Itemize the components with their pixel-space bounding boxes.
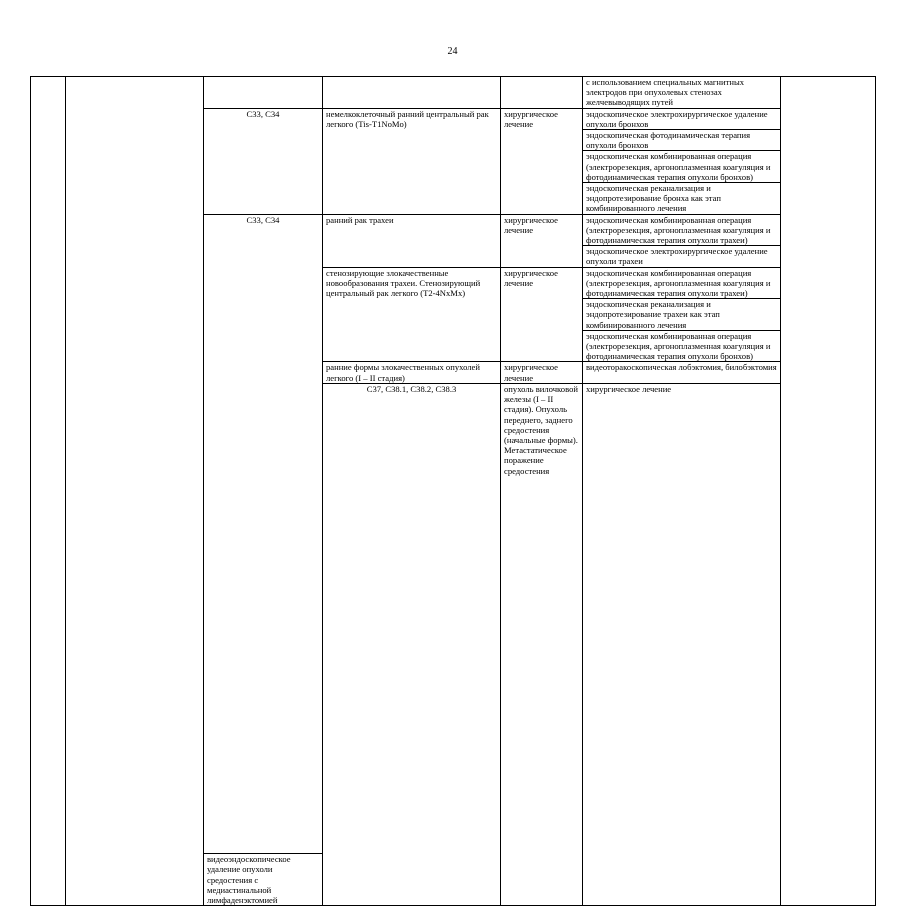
cost-column-cell <box>781 77 876 906</box>
code-cell: C37, C38.1, C38.2, C38.3 <box>323 383 501 905</box>
method-cell: видеоэндоскопическое удаление опухоли средостения с медиастинальной лимфаденэктомией <box>204 854 323 906</box>
treatment-table <box>30 76 876 906</box>
method-cell: эндоскопическое электрохирургическое удаление опухоли трахеи <box>583 246 781 267</box>
method-cell: эндоскопическая комбинированная операция (электрорезекция, аргоноплазменная коагуляция и фотодинамическая терапия опухоли трахеи) <box>583 267 781 299</box>
model-cell: опухоль вилочковой железы (I – II стадия). Опухоль переднего, заднего средостения (начальные формы). Метастатическое поражение средостения <box>501 383 583 905</box>
method-cell: эндоскопическая комбинированная операция (электрорезекция, аргоноплазменная коагуляция и фотодинамическая терапия опухоли трахеи) <box>583 214 781 246</box>
method-cell: эндоскопическая фотодинамическая терапия опухоли бронхов <box>583 130 781 151</box>
model-cell: ранний рак трахеи <box>323 214 501 267</box>
model-cell <box>323 77 501 109</box>
treatment-cell: хирургическое лечение <box>583 383 781 905</box>
method-cell: с использованием специальных магнитных электродов при опухолевых стенозах желчевыводящих путей <box>583 77 781 109</box>
table-row <box>31 77 876 109</box>
treatment-cell: хирургическое лечение <box>501 214 583 267</box>
method-cell: эндоскопическая комбинированная операция (электрорезекция, аргоноплазменная коагуляция и фотодинамическая терапия опухоли бронхов) <box>583 151 781 183</box>
treatment-cell <box>501 77 583 109</box>
profile-column-cell <box>66 77 204 906</box>
method-cell: эндоскопическая комбинированная операция (электрорезекция, аргоноплазменная коагуляция и фотодинамическая терапия опухоли бронхов) <box>583 330 781 362</box>
method-cell: эндоскопическая реканализация и эндопротезирование трахеи как этап комбинированного лечения <box>583 299 781 331</box>
code-cell <box>204 77 323 109</box>
number-column-cell <box>31 77 66 906</box>
code-cell: C33, C34 <box>204 108 323 214</box>
model-cell: ранние формы злокачественных опухолей легкого (I – II стадия) <box>323 362 501 383</box>
treatment-cell: хирургическое лечение <box>501 362 583 383</box>
page-number: 24 <box>447 46 458 57</box>
code-cell: C33, C34 <box>204 214 323 854</box>
method-cell: видеоторакоскопическая лобэктомия, билобэктомия <box>583 362 781 383</box>
model-cell: стенозирующие злокачественные новообразования трахеи. Стенозирующий центральный рак легкого (T2-4NxMx) <box>323 267 501 362</box>
treatment-cell: хирургическое лечение <box>501 267 583 362</box>
method-cell: эндоскопическая реканализация и эндопротезирование бронха как этап комбинированного лечения <box>583 183 781 215</box>
model-cell: немелкоклеточный ранний центральный рак легкого (Tis-T1NoMo) <box>323 108 501 214</box>
treatment-cell: хирургическое лечение <box>501 108 583 214</box>
method-cell: эндоскопическое электрохирургическое удаление опухоли бронхов <box>583 108 781 129</box>
